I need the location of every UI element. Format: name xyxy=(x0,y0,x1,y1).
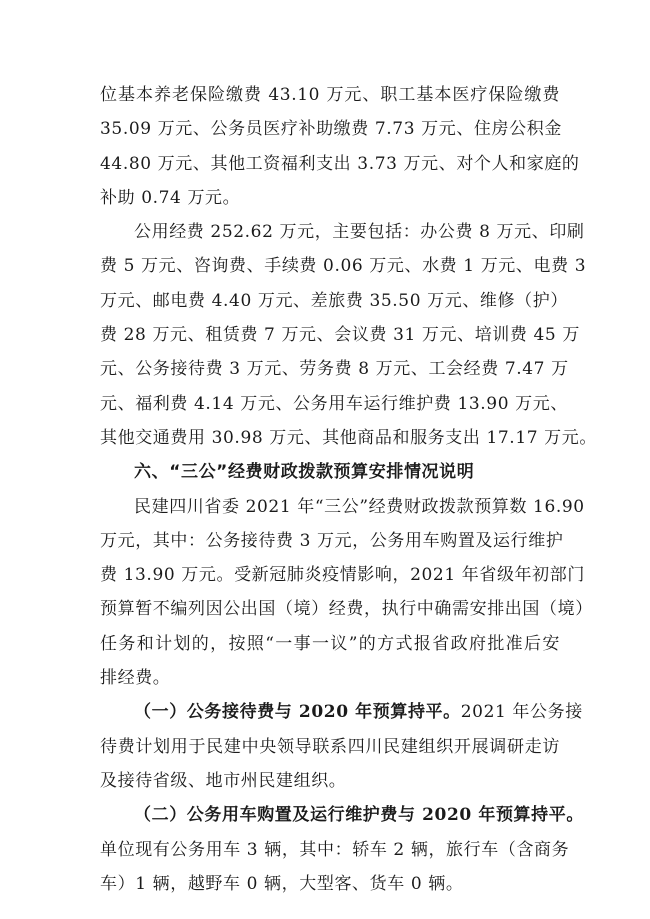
body-line: 任务和计划的，按照“一事一议”的方式报省政府批准后安 xyxy=(100,633,560,654)
subsection-heading: （一）公务接待费与 2020 年预算持平。 xyxy=(134,702,461,723)
body-line: 万元，其中：公务接待费 3 万元，公务用车购置及运行维护 xyxy=(100,530,564,551)
body-line: 位基本养老保险缴费 43.10 万元、职工基本医疗保险缴费 xyxy=(100,85,560,105)
body-line: 单位现有公务用车 3 辆，其中：轿车 2 辆，旅行车（含商务 xyxy=(100,839,570,860)
body-line: 费 13.90 万元。受新冠肺炎疫情影响，2021 年省级年初部门 xyxy=(100,565,585,586)
body-text: 2021 年公务接 xyxy=(460,702,583,723)
document-page xyxy=(100,78,597,901)
body-line: 元、公务接待费 3 万元、劳务费 8 万元、工会经费 7.47 万 xyxy=(100,359,569,380)
body-line: 费 28 万元、租赁费 7 万元、会议费 31 万元、培训费 45 万 xyxy=(100,325,580,346)
body-line: 排经费。 xyxy=(100,668,171,689)
body-line: 待费计划用于民建中央领导联系四川民建组织开展调研走访 xyxy=(100,736,560,757)
body-line: 万元、邮电费 4.40 万元、差旅费 35.50 万元、维修（护） xyxy=(100,290,568,311)
body-line: 公用经费 252.62 万元，主要包括：办公费 8 万元、印刷 xyxy=(134,222,585,243)
body-line: 费 5 万元、咨询费、手续费 0.06 万元、水费 1 万元、电费 3 xyxy=(100,256,587,277)
subsection-line xyxy=(100,695,583,729)
body-line: 35.09 万元、公务员医疗补助缴费 7.73 万元、住房公积金 xyxy=(100,119,562,140)
body-line: 元、福利费 4.14 万元、公务用车运行维护费 13.90 万元、 xyxy=(100,393,568,414)
body-line: 及接待省级、地市州民建组织。 xyxy=(100,770,347,791)
body-line: 车）1 辆，越野车 0 辆，大型客、货车 0 辆。 xyxy=(100,873,464,894)
section-heading: 六、“三公”经费财政拨款预算安排情况说明 xyxy=(134,462,475,483)
body-line: 44.80 万元、其他工资福利支出 3.73 万元、对个人和家庭的 xyxy=(100,153,580,174)
body-line: 其他交通费用 30.98 万元、其他商品和服务支出 17.17 万元。 xyxy=(100,427,597,448)
body-line: 预算暂不编列因公出国（境）经费，执行中确需安排出国（境） xyxy=(100,599,593,620)
subsection-heading: （二）公务用车购置及运行维护费与 2020 年预算持平。 xyxy=(134,805,584,826)
body-line: 补助 0.74 万元。 xyxy=(100,187,241,208)
body-line: 民建四川省委 2021 年“三公”经费财政拨款预算数 16.90 xyxy=(134,496,585,517)
